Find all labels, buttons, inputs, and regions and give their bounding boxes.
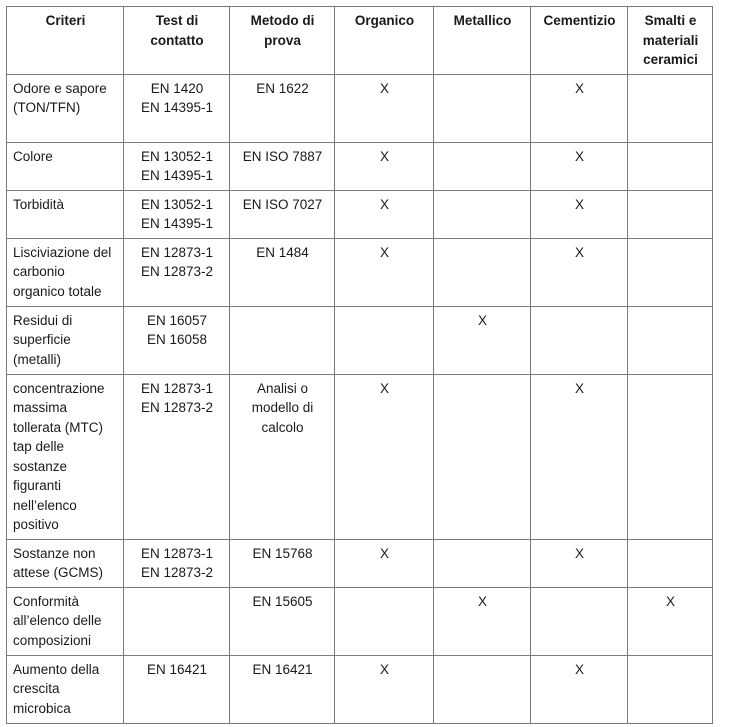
cell-organico: X (335, 142, 434, 190)
cell-criterio: Conformità all’elenco delle composizioni (7, 587, 124, 655)
cell-test-di-contatto-line: EN 14395-1 (140, 216, 214, 231)
cell-organico: X (335, 238, 434, 306)
cell-criterio: Lisciviazione del carbonio organico totale (7, 238, 124, 306)
cell-test-di-contatto-line: EN 13052-1 (140, 196, 214, 212)
cell-test-di-contatto (124, 238, 230, 306)
cell-criterio: Odore e sapore (TON/TFN) (7, 74, 124, 142)
cell-cementizio (531, 587, 628, 655)
cell-organico: X (335, 539, 434, 587)
cell-cementizio: X (531, 190, 628, 238)
cell-metodo-di-prova-line: EN 1484 (256, 244, 309, 260)
cell-metodo-di-prova (230, 539, 335, 587)
cell-metodo-di-prova (230, 238, 335, 306)
cell-criterio: Colore (7, 142, 124, 190)
cell-metodo-di-prova-line: EN ISO 7027 (242, 196, 323, 212)
cell-test-di-contatto (124, 374, 230, 539)
cell-cementizio: X (531, 74, 628, 142)
cell-metallico (434, 539, 531, 587)
cell-test-di-contatto-line: EN 12873-2 (140, 264, 214, 279)
table-row (7, 655, 713, 723)
cell-test-di-contatto (124, 306, 230, 374)
cell-smalti (628, 374, 713, 539)
header-metallico: Metallico (434, 7, 531, 75)
cell-metodo-di-prova (230, 587, 335, 655)
cell-criterio: Aumento della crescita microbica (7, 655, 124, 723)
cell-metallico (434, 142, 531, 190)
cell-cementizio: X (531, 655, 628, 723)
cell-metodo-di-prova (230, 374, 335, 539)
cell-test-di-contatto-line: EN 13052-1 (140, 148, 214, 164)
header-test-di-contatto: Test di contatto (124, 7, 230, 75)
cell-organico (335, 587, 434, 655)
cell-organico: X (335, 74, 434, 142)
table-row (7, 306, 713, 374)
cell-test-di-contatto-line: EN 14395-1 (140, 100, 214, 115)
cell-test-di-contatto-line: EN 12873-1 (140, 244, 214, 260)
table-row (7, 142, 713, 190)
cell-test-di-contatto (124, 142, 230, 190)
cell-criterio: Sostanze non attese (GCMS) (7, 539, 124, 587)
cell-metodo-di-prova (230, 142, 335, 190)
cell-metodo-di-prova (230, 306, 335, 374)
cell-metallico: X (434, 306, 531, 374)
cell-metodo-di-prova-line: EN 15605 (252, 593, 313, 609)
cell-smalti (628, 190, 713, 238)
cell-cementizio (531, 306, 628, 374)
cell-criterio: concentrazione massima tollerata (MTC) tap delle sostanze figuranti nell’elenco positivo (7, 374, 124, 539)
cell-smalti: X (628, 587, 713, 655)
header-organico: Organico (335, 7, 434, 75)
table-row (7, 190, 713, 238)
cell-test-di-contatto-line: EN 12873-1 (140, 380, 214, 396)
cell-metallico (434, 74, 531, 142)
table-row (7, 74, 713, 142)
cell-test-di-contatto (124, 587, 230, 655)
table-row (7, 539, 713, 587)
cell-cementizio: X (531, 539, 628, 587)
cell-smalti (628, 306, 713, 374)
cell-test-di-contatto (124, 539, 230, 587)
cell-test-di-contatto-line: EN 16057 (146, 312, 208, 328)
cell-test-di-contatto-line: EN 12873-1 (140, 545, 214, 561)
table-row (7, 587, 713, 655)
header-metodo-di-prova: Metodo di prova (230, 7, 335, 75)
header-row (7, 7, 713, 75)
table-body (7, 74, 713, 723)
cell-metallico: X (434, 587, 531, 655)
cell-smalti (628, 539, 713, 587)
cell-criterio: Residui di superficie (metalli) (7, 306, 124, 374)
header-criteri: Criteri (7, 7, 124, 75)
cell-metodo-di-prova (230, 655, 335, 723)
cell-test-di-contatto (124, 655, 230, 723)
cell-metodo-di-prova-line: EN 16421 (252, 661, 313, 677)
cell-metallico (434, 374, 531, 539)
cell-cementizio: X (531, 238, 628, 306)
cell-metallico (434, 238, 531, 306)
cell-test-di-contatto-line: EN 14395-1 (140, 168, 214, 183)
cell-test-di-contatto (124, 190, 230, 238)
cell-metodo-di-prova (230, 74, 335, 142)
cell-cementizio: X (531, 142, 628, 190)
cell-smalti (628, 655, 713, 723)
cell-test-di-contatto (124, 74, 230, 142)
header-cementizio: Cementizio (531, 7, 628, 75)
cell-smalti (628, 74, 713, 142)
criteria-table (6, 6, 713, 724)
cell-organico: X (335, 655, 434, 723)
cell-cementizio: X (531, 374, 628, 539)
cell-metodo-di-prova-line: EN 15768 (252, 545, 313, 561)
cell-test-di-contatto-line: EN 1420 (150, 80, 204, 96)
cell-metodo-di-prova-line: EN ISO 7887 (242, 148, 323, 164)
cell-metodo-di-prova-line: Analisi o modello di calcolo (251, 380, 314, 435)
cell-metallico (434, 655, 531, 723)
cell-test-di-contatto-line: EN 16058 (146, 332, 208, 347)
table-row (7, 374, 713, 539)
cell-smalti (628, 238, 713, 306)
cell-test-di-contatto-line: EN 16421 (146, 661, 208, 677)
cell-metallico (434, 190, 531, 238)
cell-organico: X (335, 190, 434, 238)
cell-metodo-di-prova-line: EN 1622 (256, 80, 309, 96)
cell-smalti (628, 142, 713, 190)
cell-criterio: Torbidità (7, 190, 124, 238)
header-smalti: Smalti e materiali ceramici (628, 7, 713, 75)
cell-test-di-contatto-line: EN 12873-2 (140, 565, 214, 580)
cell-test-di-contatto-line: EN 12873-2 (140, 400, 214, 415)
cell-organico (335, 306, 434, 374)
cell-organico: X (335, 374, 434, 539)
table-row (7, 238, 713, 306)
cell-metodo-di-prova (230, 190, 335, 238)
